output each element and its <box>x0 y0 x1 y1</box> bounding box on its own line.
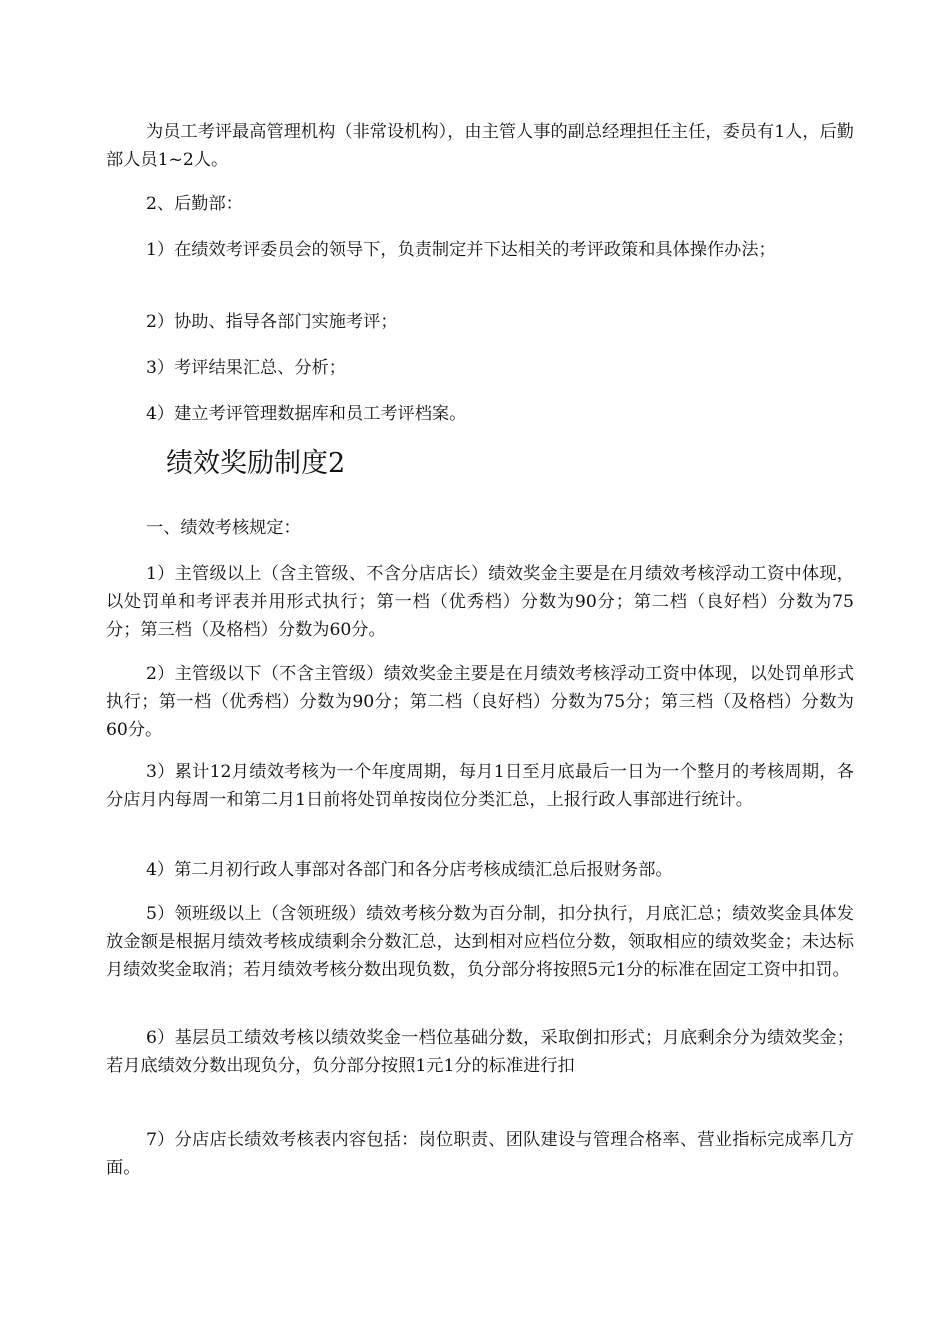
paragraph-rule-4: 4）第二月初行政人事部对各部门和各分店考核成绩汇总后报财务部。 <box>146 860 673 880</box>
paragraph-rule-3: 3）累计12月绩效考核为一个年度周期，每月1日至月底最后一日为一个整月的考核周期，各分店月内每周一和第二月1日前将处罚单按岗位分类汇总，上报行政人事部进行统计。 <box>106 762 854 810</box>
paragraph-committee: 为员工考评最高管理机构（非常设机构），由主管人事的副总经理担任主任，委员有1人，后勤部人员1~2人。 <box>106 122 854 170</box>
paragraph-logistics-item-1: 1）在绩效考评委员会的领导下，负责制定并下达相关的考评政策和具体操作办法； <box>146 240 776 260</box>
paragraph-logistics-item-2: 2）协助、指导各部门实施考评； <box>146 312 398 332</box>
paragraph-rule-5: 5）领班级以上（含领班级）绩效考核分数为百分制，扣分执行，月底汇总；绩效奖金具体发放金额是根据月绩效考核成绩剩余分数汇总，达到相对应档位分数，领取相应的绩效奖金；未达标月绩效奖金取消；若月绩效考核分数出现负数，负分部分将按照5元1分的标准在固定工资中扣罚。 <box>106 904 854 980</box>
paragraph-rule-7: 7）分店店长绩效考核表内容包括：岗位职责、团队建设与管理合格率、营业指标完成率几方面。 <box>106 1130 854 1178</box>
paragraph-logistics-item-4: 4）建立考评管理数据库和员工考评档案。 <box>146 404 467 424</box>
paragraph-rules-title: 一、绩效考核规定： <box>146 518 301 538</box>
paragraph-rule-2: 2）主管级以下（不含主管级）绩效奖金主要是在月绩效考核浮动工资中体现，以处罚单形式执行；第一档（优秀档）分数为90分；第二档（良好档）分数为75分；第三档（及格档）分数为60分。 <box>106 664 854 740</box>
section-heading: 绩效奖励制度2 <box>166 448 346 479</box>
paragraph-rule-6: 6）基层员工绩效考核以绩效奖金一档位基础分数，采取倒扣形式；月底剩余分为绩效奖金；若月底绩效分数出现负分，负分部分按照1元1分的标准进行扣 <box>106 1028 854 1076</box>
paragraph-rule-1: 1）主管级以上（含主管级、不含分店店长）绩效奖金主要是在月绩效考核浮动工资中体现，以处罚单和考评表并用形式执行；第一档（优秀档）分数为90分；第二档（良好档）分数为75分；第三档（及格档）分数为60分。 <box>106 564 854 640</box>
paragraph-logistics-item-3: 3）考评结果汇总、分析； <box>146 358 346 378</box>
paragraph-logistics-title: 2、后勤部： <box>146 194 243 214</box>
